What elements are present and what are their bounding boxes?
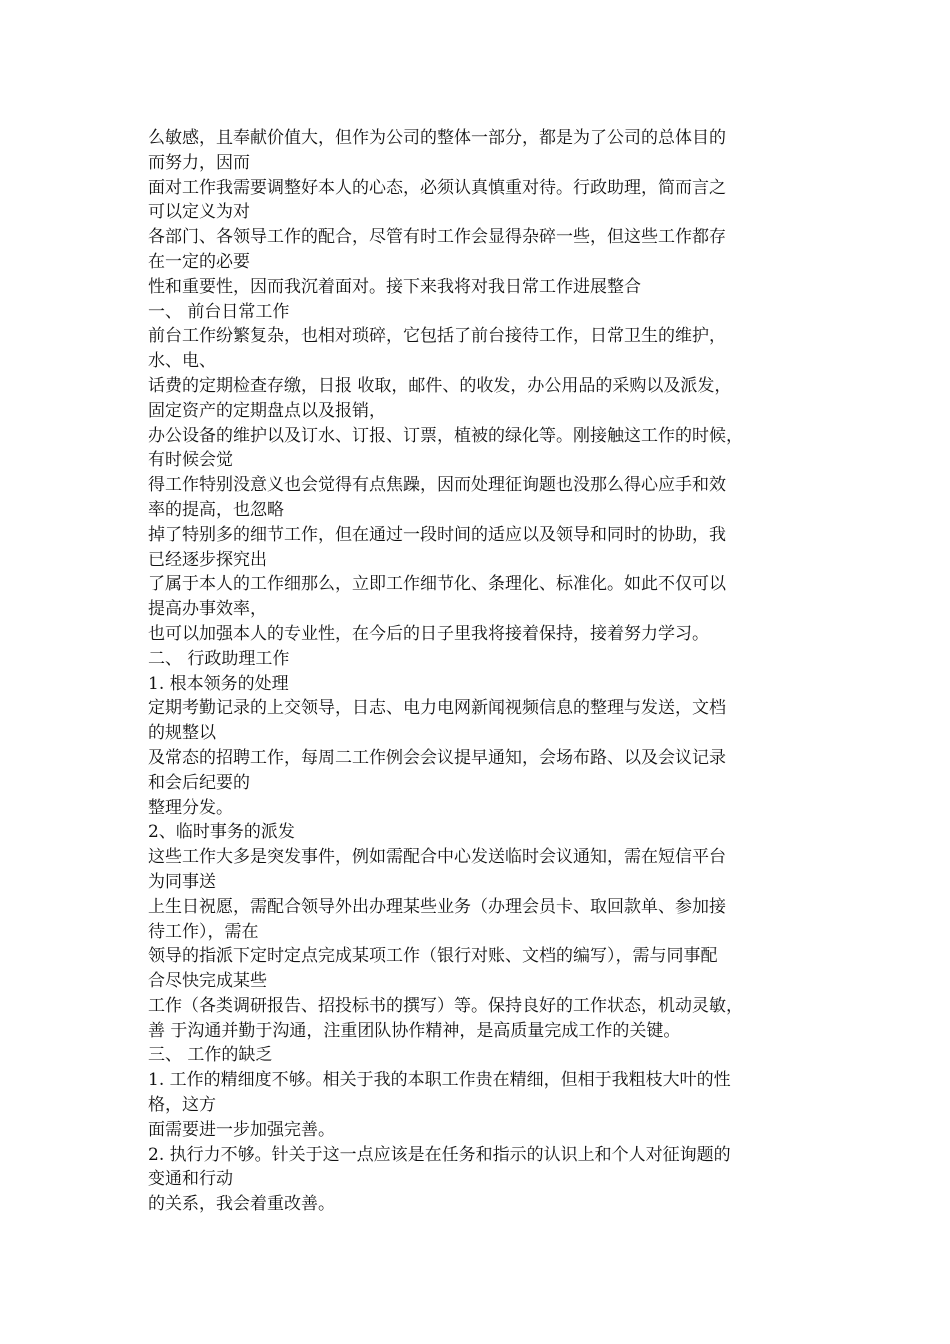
text-line: 定期考勤记录的上交领导，日志、电力电网新闻视频信息的整理与发送，文档 [148, 698, 726, 719]
text-line: 办公设备的维护以及订水、订报、订票，植被的绿化等。刚接触这工作的时候， [148, 425, 743, 446]
text-line: 合尽快完成某些 [148, 971, 267, 992]
text-line: 1. 根本领务的处理 [148, 673, 289, 694]
text-line: 和会后纪要的 [148, 772, 250, 793]
text-line: 格，这方 [148, 1095, 216, 1116]
text-line: 的规整以 [148, 723, 216, 744]
text-line: 待工作），需在 [148, 921, 259, 942]
text-line: 前台工作纷繁复杂，也相对琐碎，它包括了前台接待工作，日常卫生的维护， [148, 326, 726, 347]
text-line: 已经逐步探究出 [148, 549, 267, 570]
text-line: 2、临时事务的派发 [148, 822, 295, 843]
text-line: 领导的指派下定时定点完成某项工作（银行对账、文档的编写），需与同事配 [148, 946, 718, 967]
text-line: 提高办事效率， [148, 599, 267, 620]
text-line: 可以定义为对 [148, 202, 250, 223]
text-line: 2. 执行力不够。针关于这一点应该是在任务和指示的认识上和个人对征询题的 [148, 1144, 731, 1165]
text-line: 在一定的必要 [148, 251, 250, 272]
text-line: 面需要进一步加强完善。 [148, 1119, 335, 1140]
text-line: 变通和行动 [148, 1169, 233, 1190]
text-line: 二、 行政助理工作 [148, 648, 290, 669]
text-line: 而努力，因而 [148, 152, 250, 173]
text-line: 面对工作我需要调整好本人的心态，必须认真慎重对待。行政助理，简而言之 [148, 177, 726, 198]
text-line: 三、 工作的缺乏 [148, 1045, 273, 1066]
text-line: 水、电、 [148, 351, 216, 372]
text-line: 了属于本人的工作细那么，立即工作细节化、条理化、标准化。如此不仅可以 [148, 574, 726, 595]
text-line: 么敏感，且奉献价值大，但作为公司的整体一部分，都是为了公司的总体目的 [148, 128, 726, 148]
text-line: 也可以加强本人的专业性，在今后的日子里我将接着保持，接着努力学习。 [148, 623, 709, 644]
text-line: 上生日祝愿，需配合领导外出办理某些业务（办理会员卡、取回款单、参加接 [148, 896, 726, 917]
text-line: 各部门、各领导工作的配合，尽管有时工作会显得杂碎一些，但这些工作都存 [148, 227, 726, 248]
document-body [148, 126, 808, 1217]
text-line: 善 于沟通并勤于沟通，注重团队协作精神，是高质量完成工作的关键。 [148, 1020, 681, 1041]
text-line: 工作（各类调研报告、招投标书的撰写）等。保持良好的工作状态，机动灵敏， [148, 995, 743, 1016]
text-line: 及常态的招聘工作，每周二工作例会会议提早通知，会场布路、以及会议记录 [148, 747, 726, 768]
text-line: 掉了特别多的细节工作，但在通过一段时间的适应以及领导和同时的协助，我 [148, 524, 726, 545]
text-line: 整理分发。 [148, 797, 233, 818]
text-line: 这些工作大多是突发事件，例如需配合中心发送临时会议通知，需在短信平台 [148, 847, 726, 868]
text-line: 话费的定期检查存缴，日报 收取，邮件、的收发，办公用品的采购以及派发， [148, 375, 732, 396]
text-line: 一、 前台日常工作 [148, 301, 290, 322]
text-line: 为同事送 [148, 871, 216, 892]
text-line: 固定资产的定期盘点以及报销， [148, 400, 386, 421]
text-line: 得工作特别没意义也会觉得有点焦躁，因而处理征询题也没那么得心应手和效 [148, 475, 726, 496]
text-line: 1. 工作的精细度不够。相关于我的本职工作贵在精细，但相于我粗枝大叶的性 [148, 1070, 731, 1091]
text-line: 有时候会觉 [148, 450, 233, 471]
text-line: 性和重要性，因而我沉着面对。接下来我将对我日常工作进展整合 [148, 276, 641, 297]
text-line: 的关系，我会着重改善。 [148, 1194, 335, 1215]
text-line: 率的提高，也忽略 [148, 499, 284, 520]
